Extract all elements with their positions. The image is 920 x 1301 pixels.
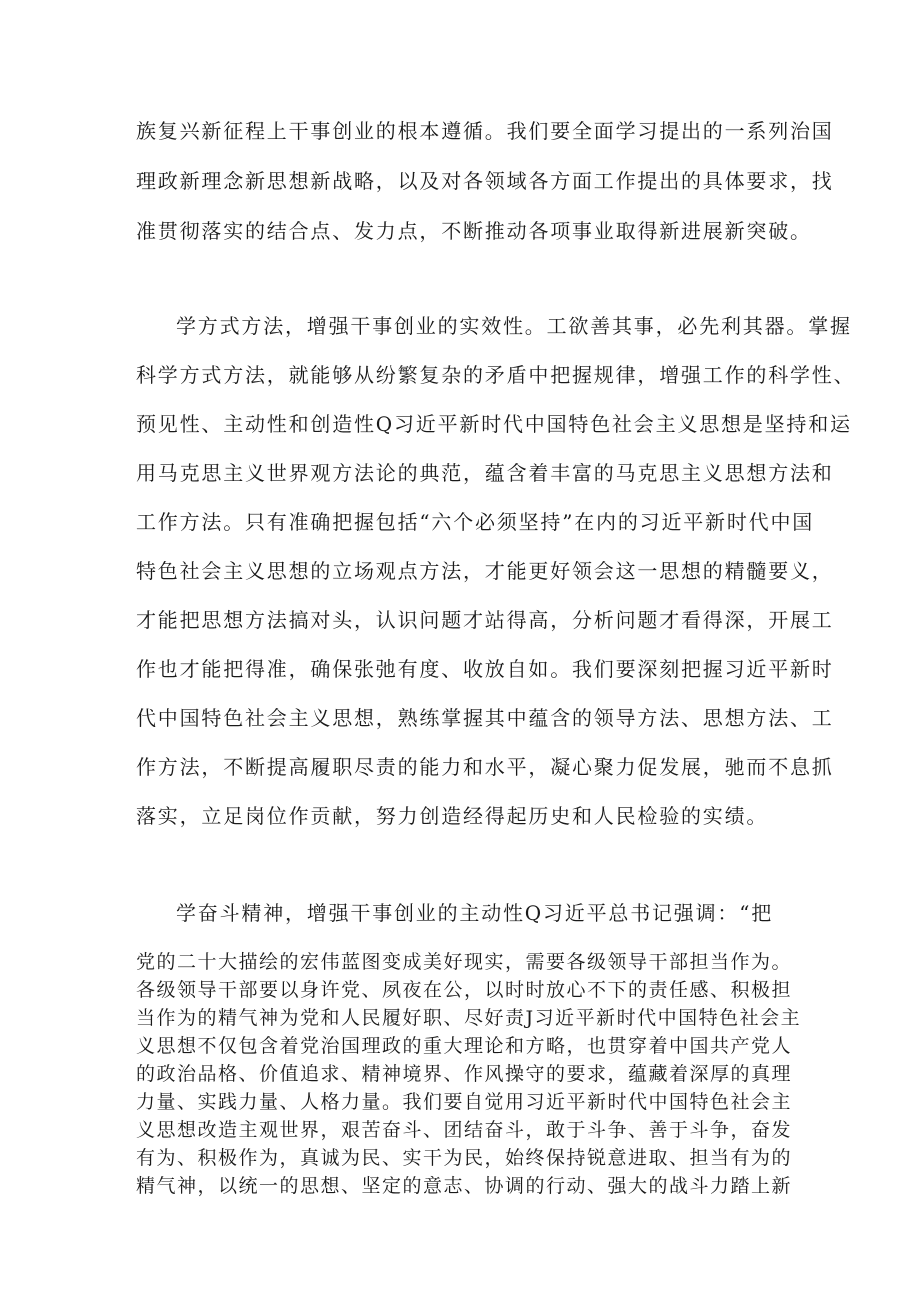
paragraph-2-line-2: 科学方式方法，就能够从纷繁复杂的矛盾中把握规律，增强工作的科学性、 bbox=[136, 363, 856, 387]
paragraph-2-line-6: 特色社会主义思想的立场观点方法，才能更好领会这一思想的精髓要义， bbox=[136, 559, 834, 583]
paragraph-3-line-4: 当作为的精气神为党和人民履好职、尽好责J习近平新时代中国特色社会主 bbox=[136, 1007, 802, 1029]
paragraph-3-line-6: 的政治品格、价值追求、精神境界、作风操守的要求，蕴藏着深厚的真理 bbox=[136, 1063, 793, 1085]
paragraph-2-line-9: 代中国特色社会主义思想，熟练掌握其中蕴含的领导方法、思想方法、工 bbox=[136, 706, 834, 730]
paragraph-2-line-1: 学方式方法，增强干事创业的实效性。工欲善其事，必先利其器。掌握 bbox=[176, 314, 852, 338]
paragraph-2-line-7: 才能把思想方法搞对头，认识问题才站得高，分析问题才看得深，开展工 bbox=[136, 608, 834, 632]
paragraph-1-line-2: 理政新理念新思想新战略，以及对各领域各方面工作提出的具体要求，找 bbox=[136, 169, 834, 193]
paragraph-2-line-10: 作方法，不断提高履职尽责的能力和水平，凝心聚力促发展，驰而不息抓 bbox=[136, 755, 834, 779]
paragraph-2-line-4: 用马克思主义世界观方法论的典范，蕴含着丰富的马克思主义思想方法和 bbox=[136, 461, 834, 485]
paragraph-3-line-1: 学奋斗精神，增强干事创业的主动性Q习近平总书记强调：“把 bbox=[176, 901, 774, 925]
paragraph-3-line-10: 精气神，以统一的思想、坚定的意志、协调的行动、强大的战斗力踏上新 bbox=[136, 1175, 793, 1197]
paragraph-3-line-2: 党的二十大描绘的宏伟蓝图变成美好现实，需要各级领导干部担当作为。 bbox=[136, 951, 793, 973]
paragraph-3-line-7: 力量、实践力量、人格力量。我们要自觉用习近平新时代中国特色社会主 bbox=[136, 1091, 793, 1113]
paragraph-2-line-8: 作也才能把得准，确保张弛有度、收放自如。我们要深刻把握习近平新时 bbox=[136, 657, 834, 681]
paragraph-3-line-8: 义思想改造主观世界，艰苦奋斗、团结奋斗，敢于斗争、善于斗争，奋发 bbox=[136, 1119, 793, 1141]
paragraph-3-line-5: 义思想不仅包含着党治国理政的重大理论和方略，也贯穿着中国共产党人 bbox=[136, 1035, 793, 1057]
paragraph-3-line-3: 各级领导干部要以身许党、夙夜在公，以时时放心不下的责任感、积极担 bbox=[136, 979, 793, 1001]
paragraph-2-line-5: 工作方法。只有准确把握包括“六个必须坚持”在内的习近平新时代中国 bbox=[136, 510, 815, 534]
paragraph-2-line-3: 预见性、主动性和创造性Q习近平新时代中国特色社会主义思想是坚持和运 bbox=[136, 412, 852, 436]
paragraph-3-line-9: 有为、积极作为，真诚为民、实干为民，始终保持锐意进取、担当有为的 bbox=[136, 1147, 793, 1169]
paragraph-1-line-3: 准贯彻落实的结合点、发力点，不断推动各项事业取得新进展新突破。 bbox=[136, 219, 812, 243]
paragraph-1-line-1: 族复兴新征程上干事创业的根本遵循。我们要全面学习提出的一系列治国 bbox=[136, 119, 834, 143]
paragraph-2-line-11: 落实，立足岗位作贡献，努力创造经得起历史和人民检验的实绩。 bbox=[136, 804, 769, 828]
